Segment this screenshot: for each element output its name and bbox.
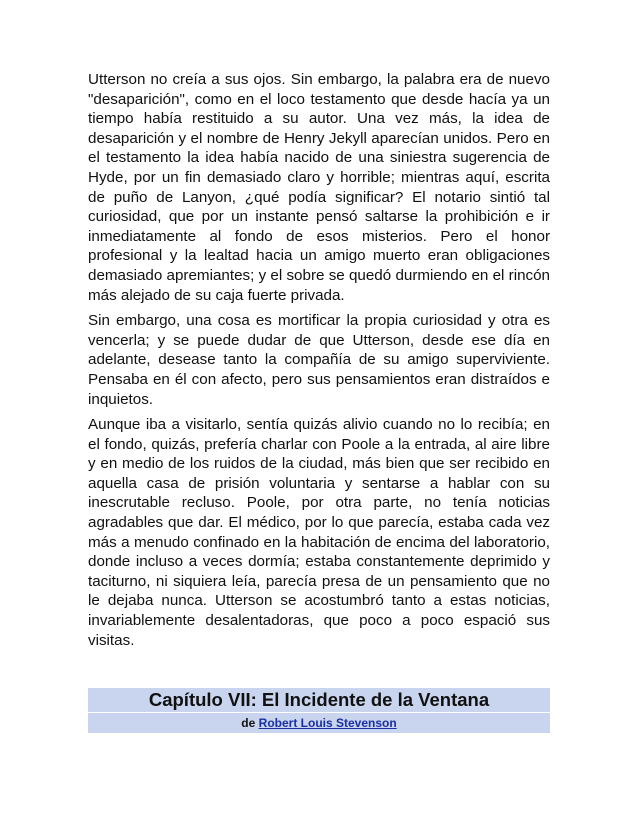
chapter-header [88,688,550,733]
byline-prefix: de [241,716,256,730]
chapter-byline [88,713,550,733]
paragraph-2: Sin embargo, una cosa es mortificar la propia curiosidad y otra es vencerla; y se puede dudar de que Utterson, desde ese día en adelante, desease tanto la compañía de su amigo superviviente. Pensaba en él con afecto, pero sus pensamientos eran distraídos e inquietos. [88,312,550,408]
paragraph-1: Utterson no creía a sus ojos. Sin embargo, la palabra era de nuevo "desaparición", como en el loco testamento que desde hacía ya un tiempo había restituido a su autor. Una vez más, la idea de desaparición y el nombre de Henry Jekyll aparecían unidos. Pero en el testamento la idea había nacido de una siniestra sugerencia de Hyde, por un fin demasiado claro y horrible; mientras aquí, escrita de puño de Lanyon, ¿qué podía significar? El notario sintió tal curiosidad, que por un instante pensó saltarse la prohibición e ir inmediatamente al fondo de esos misterios. Pero el honor profesional y la lealtad hacia un amigo muerto eran obligaciones demasiado apremiantes; y el sobre se quedó durmiendo en el rincón más alejado de su caja fuerte privada. [88,71,550,304]
paragraph-3: Aunque iba a visitarlo, sentía quizás alivio cuando no lo recibía; en el fondo, quizás, prefería charlar con Poole a la entrada, al aire libre y en medio de los ruidos de la ciudad, más bien que ser recibido en aquella casa de prisión voluntaria y sentarse a hablar con su inescrutable recluso. Poole, por otra parte, no tenía noticias agradables que dar. El médico, por lo que parecía, estaba cada vez más a menudo confinado en la habitación de encima del laboratorio, donde incluso a veces dormía; estaba constantemente deprimido y taciturno, ni siquiera leía, parecía presa de un pensamiento que no le dejaba nunca. Utterson se acostumbró tanto a estas noticias, invariablemente desalentadoras, que poco a poco espació sus visitas. [88,416,550,649]
chapter-title: Capítulo VII: El Incidente de la Ventana [88,688,550,712]
author-link[interactable]: Robert Louis Stevenson [258,716,397,730]
body-text [88,70,550,656]
